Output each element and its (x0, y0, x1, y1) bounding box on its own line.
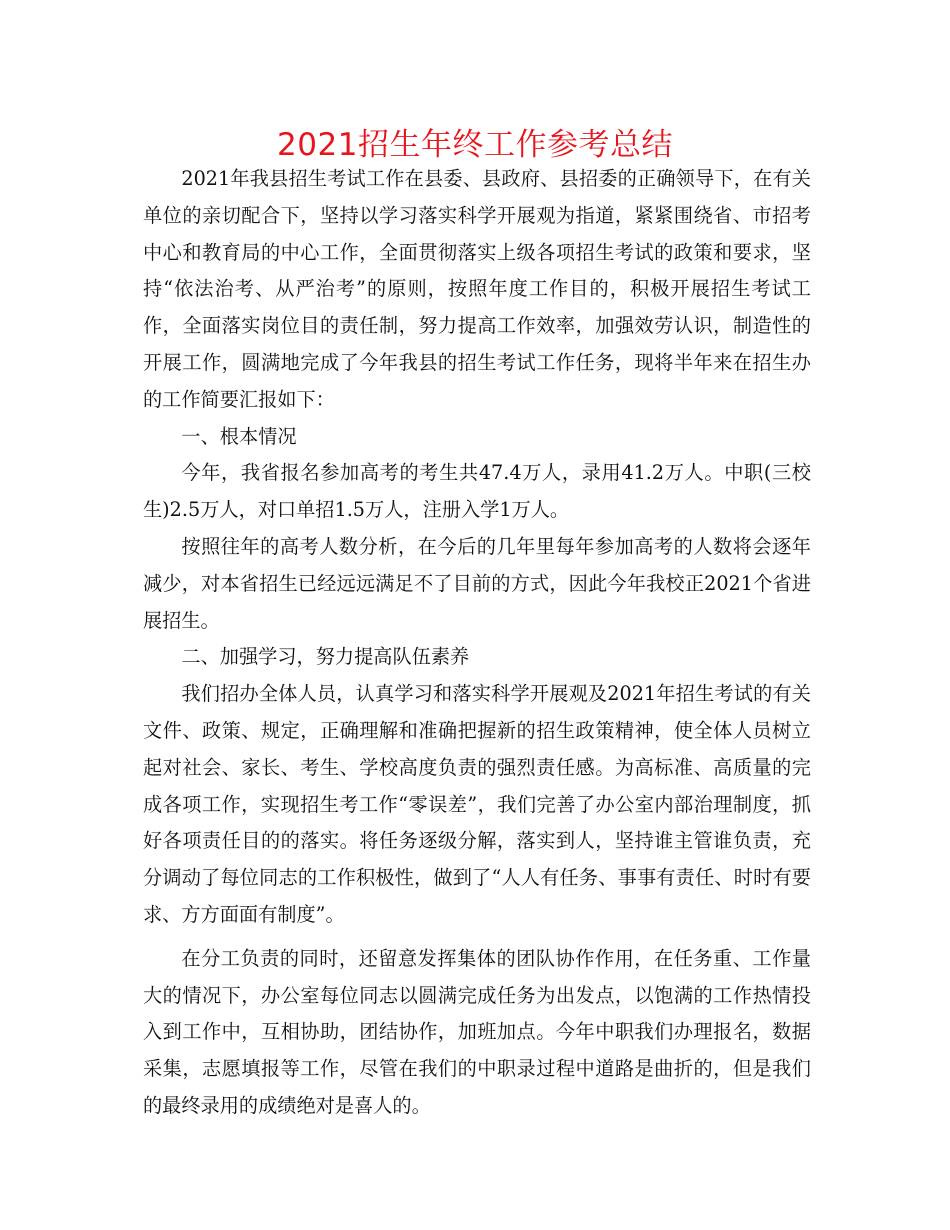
section-heading-basic-situation: 一、根本情况 (181, 424, 297, 448)
teamwork-paragraph: 在分工负责的同时，还留意发挥集体的团队协作作用，在任务重、工作量大的情况下，办公室每位同志以圆满完成任务为出发点，以饱满的工作热情投入到工作中，互相协助，团结协作，加班加点。今年中职我们办理报名，数据采集，志愿填报等工作，尽管在我们的中职录过程中道路是曲折的，但是我们的最终录用的成绩绝对是喜人的。 (143, 946, 811, 1117)
document-title: 2021招生年终工作参考总结 (277, 127, 673, 163)
analysis-paragraph: 按照往年的高考人数分析，在今后的几年里每年参加高考的人数将会逐年减少，对本省招生已经远远满足不了目前的方式，因此今年我校正2021个省进展招生。 (143, 534, 811, 632)
section-heading-study: 二、加强学习，努力提高队伍素养 (181, 645, 470, 669)
intro-paragraph: 2021年我县招生考试工作在县委、县政府、县招委的正确领导下，在有关单位的亲切配合下，坚持以学习落实科学开展观为指道，紧紧围绕省、市招考中心和教育局的中心工作，全面贯彻落实上级各项招生考试的政策和要求，坚持“依法治考、从严治考”的原则，按照年度工作目的，积极开展招生考试工作，全面落实岗位目的责任制，努力提高工作效率，加强效劳认识，制造性的开展工作，圆满地完成了今年我县的招生考试工作任务，现将半年来在招生办的工作简要汇报如下： (143, 167, 811, 411)
document-body (143, 161, 811, 1125)
paragraph-gap (143, 934, 811, 941)
study-paragraph: 我们招办全体人员，认真学习和落实科学开展观及2021年招生考试的有关文件、政策、规定，正确理解和准确把握新的招生政策精神，使全体人员树立起对社会、家长、考生、学校高度负责的强烈责任感。为高标准、高质量的完成各项工作，实现招生考工作“零误差”，我们完善了办公室内部治理制度，抓好各项责任目的的落实。将任务逐级分解，落实到人，坚持谁主管谁负责，充分调动了每位同志的工作积极性，做到了“人人有任务、事事有责任、时时有要求、方方面面有制度”。 (143, 682, 811, 926)
enrollment-stats-paragraph: 今年，我省报名参加高考的考生共47.4万人，录用41.2万人。中职(三校生)2.5万人，对口单招1.5万人，注册入学1万人。 (143, 461, 811, 522)
